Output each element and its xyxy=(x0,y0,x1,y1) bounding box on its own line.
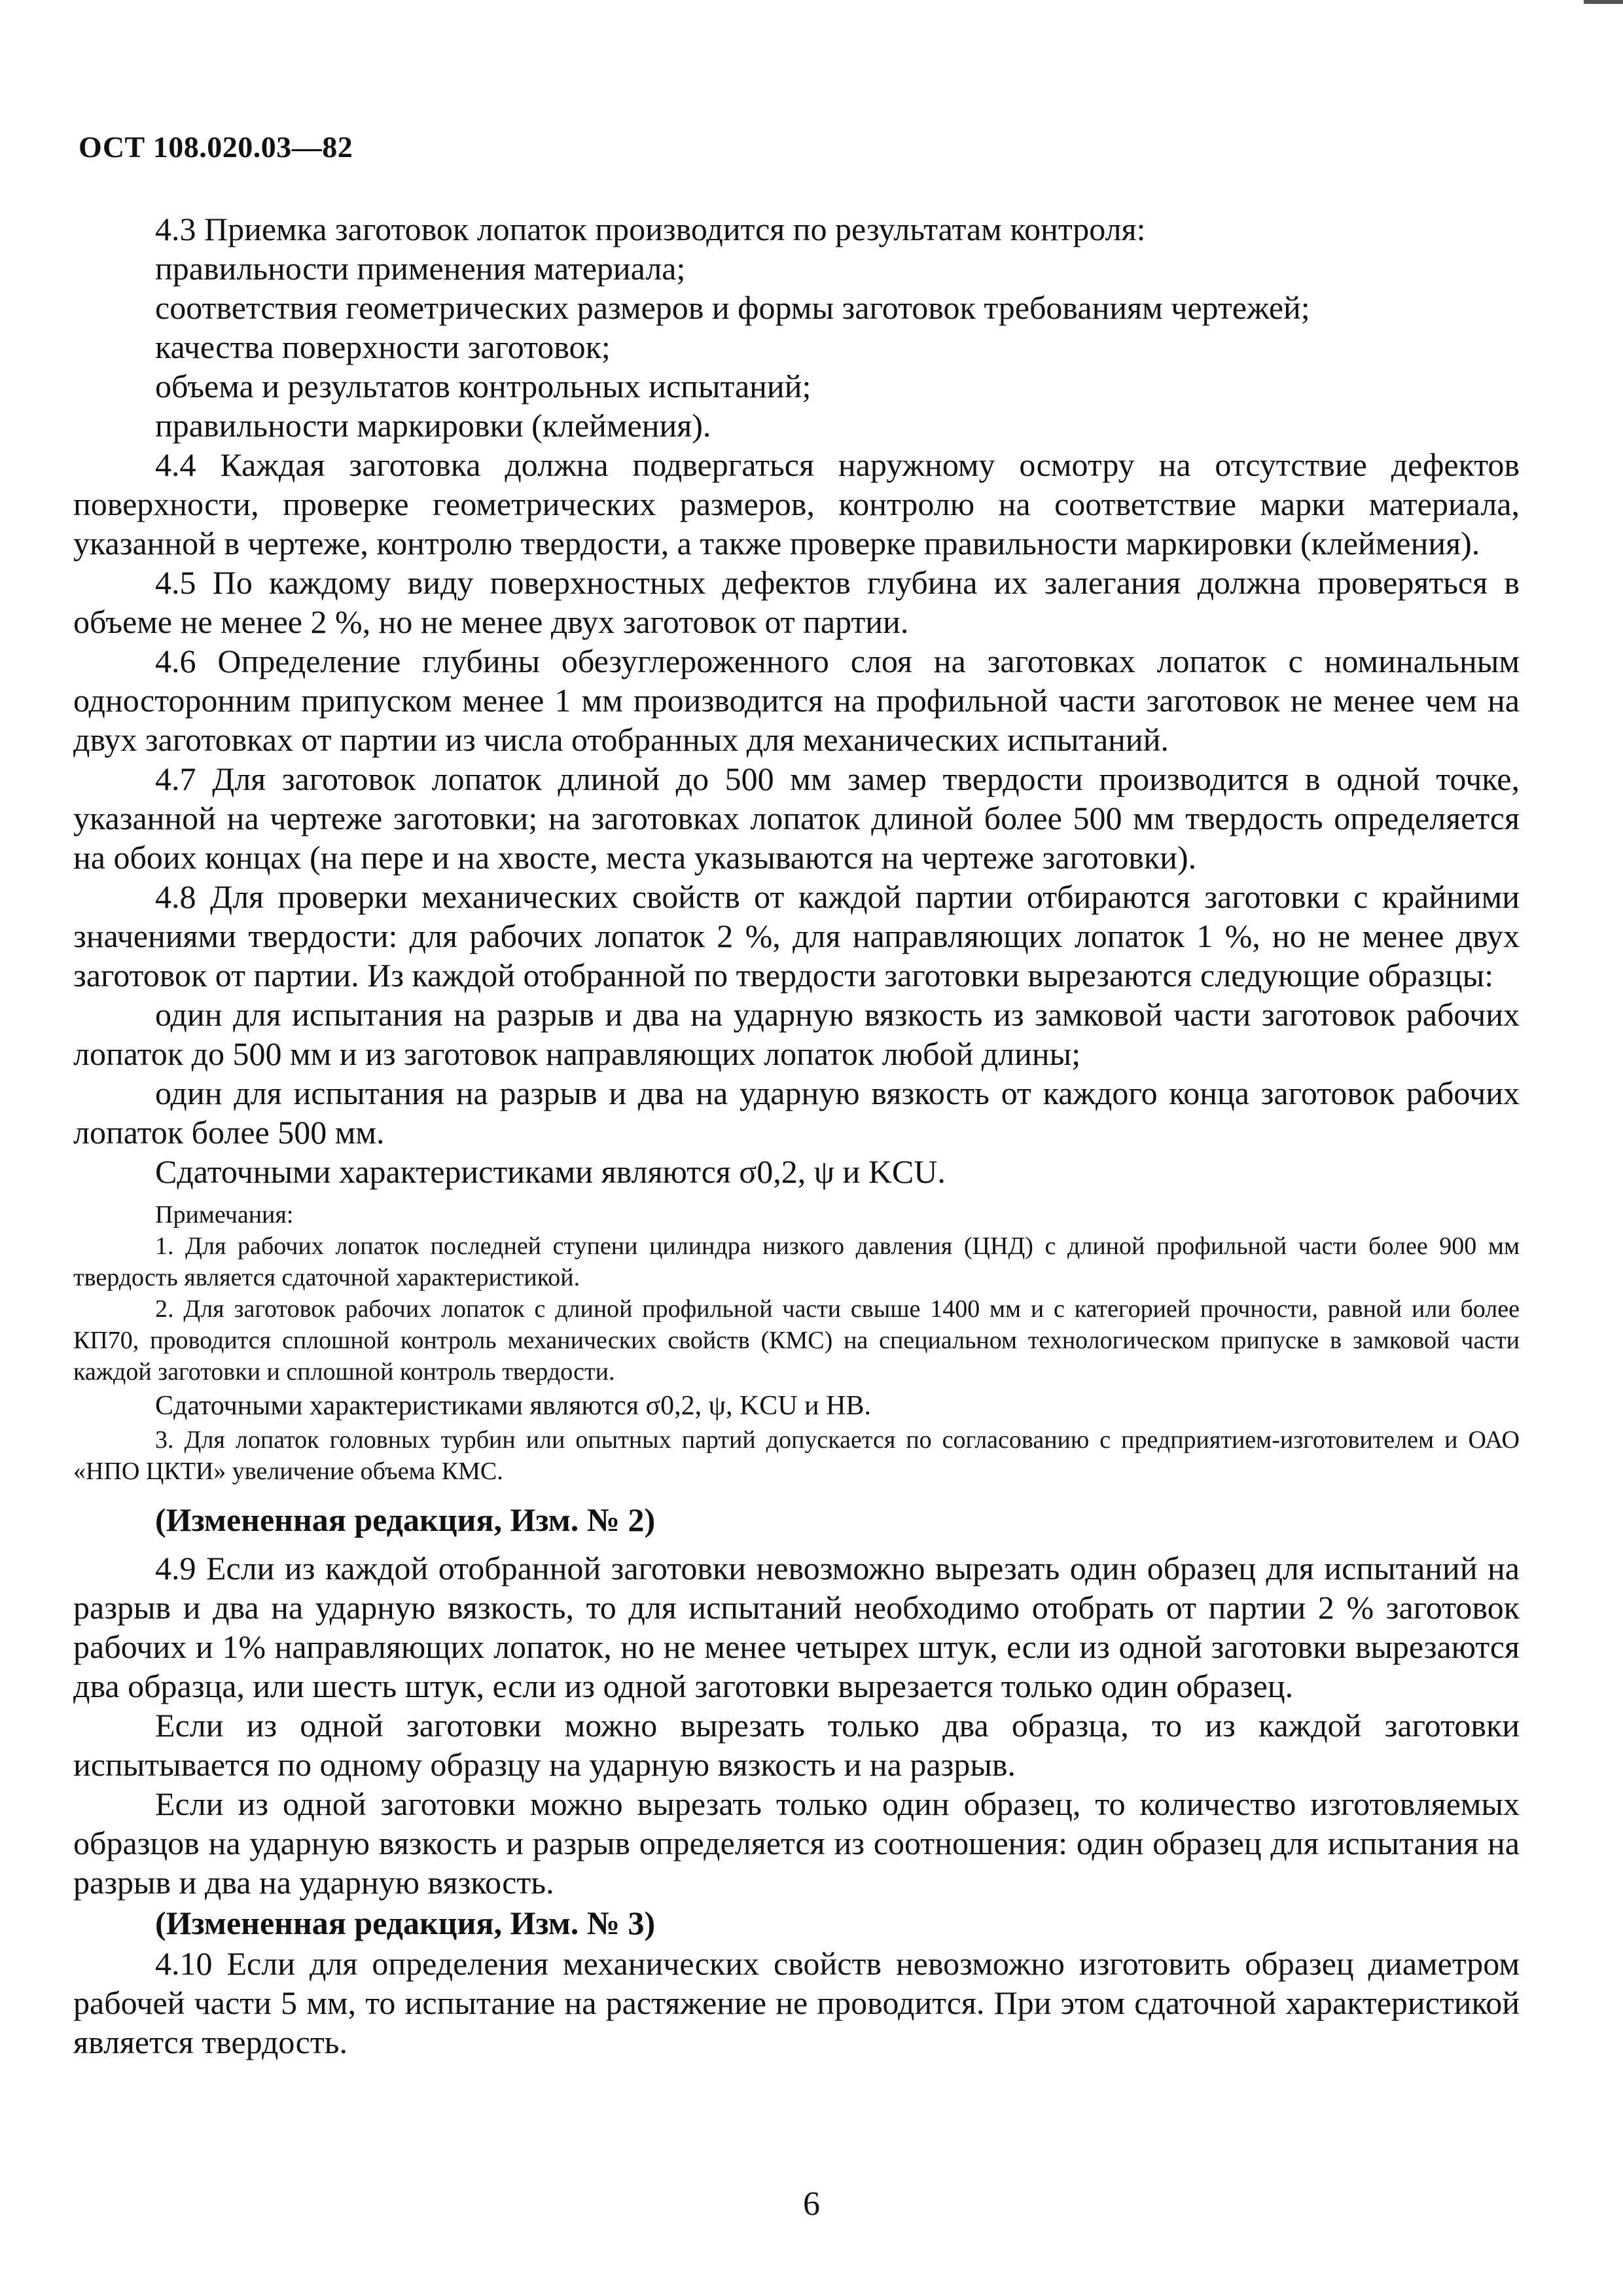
section-4-3-item: соответствия геометрических размеров и формы заготовок требованиям чертежей; xyxy=(155,289,1310,326)
scan-edge-mark xyxy=(1584,0,1623,4)
revision-note-3: (Измененная редакция, Изм. № 3) xyxy=(155,1905,656,1941)
note-3: 3. Для лопаток головных турбин или опытных партий допускается по согласованию с предприятием-изготовителем и ОАО «НПО ЦКТИ» увеличение объема КМС. xyxy=(73,1426,1520,1485)
document-code-header: ОСТ 108.020.03—82 xyxy=(79,130,353,164)
document-body xyxy=(73,209,1520,2062)
section-4-3-item: правильности маркировки (клеймения). xyxy=(155,407,711,444)
section-4-3-item: объема и результатов контрольных испытаний; xyxy=(155,368,812,404)
section-4-5: 4.5 По каждому виду поверхностных дефектов глубина их залегания должна проверяться в объеме не менее 2 %, но не менее двух заготовок от партии. xyxy=(73,564,1520,640)
section-4-8-lead: 4.8 Для проверки механических свойств от каждой партии отбираются заготовки с крайними значениями твердости: для рабочих лопаток 2 %, для направляющих лопаток 1 %, но не менее двух заготовок от партии. Из каждой отобранной по твердости заготовки вырезаются следующие образцы: xyxy=(73,878,1520,994)
section-4-3-lead: 4.3 Приемка заготовок лопаток производится по результатам контроля: xyxy=(155,211,1146,247)
section-4-8-acceptance: Сдаточными характеристиками являются σ0,2, ψ и KCU. xyxy=(155,1153,946,1190)
notes-block xyxy=(73,1199,1520,1487)
section-4-10: 4.10 Если для определения механических свойств невозможно изготовить образец диаметром рабочей части 5 мм, то испытание на растяжение не проводится. При этом сдаточной характеристикой является твердость. xyxy=(73,1945,1520,2060)
section-4-7: 4.7 Для заготовок лопаток длиной до 500 мм замер твердости производится в одной точке, указанной на чертеже заготовки; на заготовках лопаток длиной более 500 мм твердость определяется на обоих концах (на пере и на хвосте, места указываются на чертеже заготовки). xyxy=(73,761,1520,876)
section-4-8-item: один для испытания на разрыв и два на ударную вязкость от каждого конца заготовок рабочих лопаток более 500 мм. xyxy=(73,1075,1520,1151)
note-1: 1. Для рабочих лопаток последней ступени цилиндра низкого давления (ЦНД) с длиной профильной части более 900 мм твердость является сдаточной характеристикой. xyxy=(73,1232,1520,1291)
section-4-3-item: качества поверхности заготовок; xyxy=(155,329,611,365)
note-2-acceptance: Сдаточными характеристиками являются σ0,2, ψ, KCU и HB. xyxy=(155,1391,871,1421)
note-2: 2. Для заготовок рабочих лопаток с длиной профильной части свыше 1400 мм и с категорией прочности, равной или более КП70, проводится сплошной контроль механических свойств (КМС) на специальном технологическом припуске в замковой части каждой заготовки и сплошной контроль твердости. xyxy=(73,1295,1520,1386)
section-4-9-p2: Если из одной заготовки можно вырезать только два образца, то из каждой заготовки испытывается по одному образцу на ударную вязкость и на разрыв. xyxy=(73,1707,1520,1783)
section-4-6: 4.6 Определение глубины обезуглероженного слоя на заготовках лопаток с номинальным односторонним припуском менее 1 мм производится на профильной части заготовок не менее чем на двух заготовках от партии из числа отобранных для механических испытаний. xyxy=(73,643,1520,758)
page-number: 6 xyxy=(803,2185,820,2223)
section-4-3-item: правильности применения материала; xyxy=(155,250,686,287)
notes-title: Примечания: xyxy=(155,1201,294,1229)
section-4-4: 4.4 Каждая заготовка должна подвергаться наружному осмотру на отсутствие дефектов поверхности, проверке геометрических размеров, контролю на соответствие марки материала, указанной в чертеже, контролю твердости, а также проверке правильности маркировки (клеймения). xyxy=(73,446,1520,562)
section-4-9-p3: Если из одной заготовки можно вырезать только один образец, то количество изготовляемых образцов на ударную вязкость и разрыв определяется из соотношения: один образец для испытания на разрыв и два на ударную вязкость. xyxy=(73,1785,1520,1901)
revision-note-2: (Измененная редакция, Изм. № 2) xyxy=(155,1501,656,1538)
section-4-9-p1: 4.9 Если из каждой отобранной заготовки невозможно вырезать один образец для испытаний на разрыв и два на ударную вязкость, то для испытаний необходимо отобрать от партии 2 % заготовок рабочих и 1% направляющих лопаток, но не менее четырех штук, если из одной заготовки вырезаются два образца, или шесть штук, если из одной заготовки вырезается только один образец. xyxy=(73,1550,1520,1704)
section-4-8-item: один для испытания на разрыв и два на ударную вязкость из замковой части заготовок рабочих лопаток до 500 мм и из заготовок направляющих лопаток любой длины; xyxy=(73,996,1520,1072)
